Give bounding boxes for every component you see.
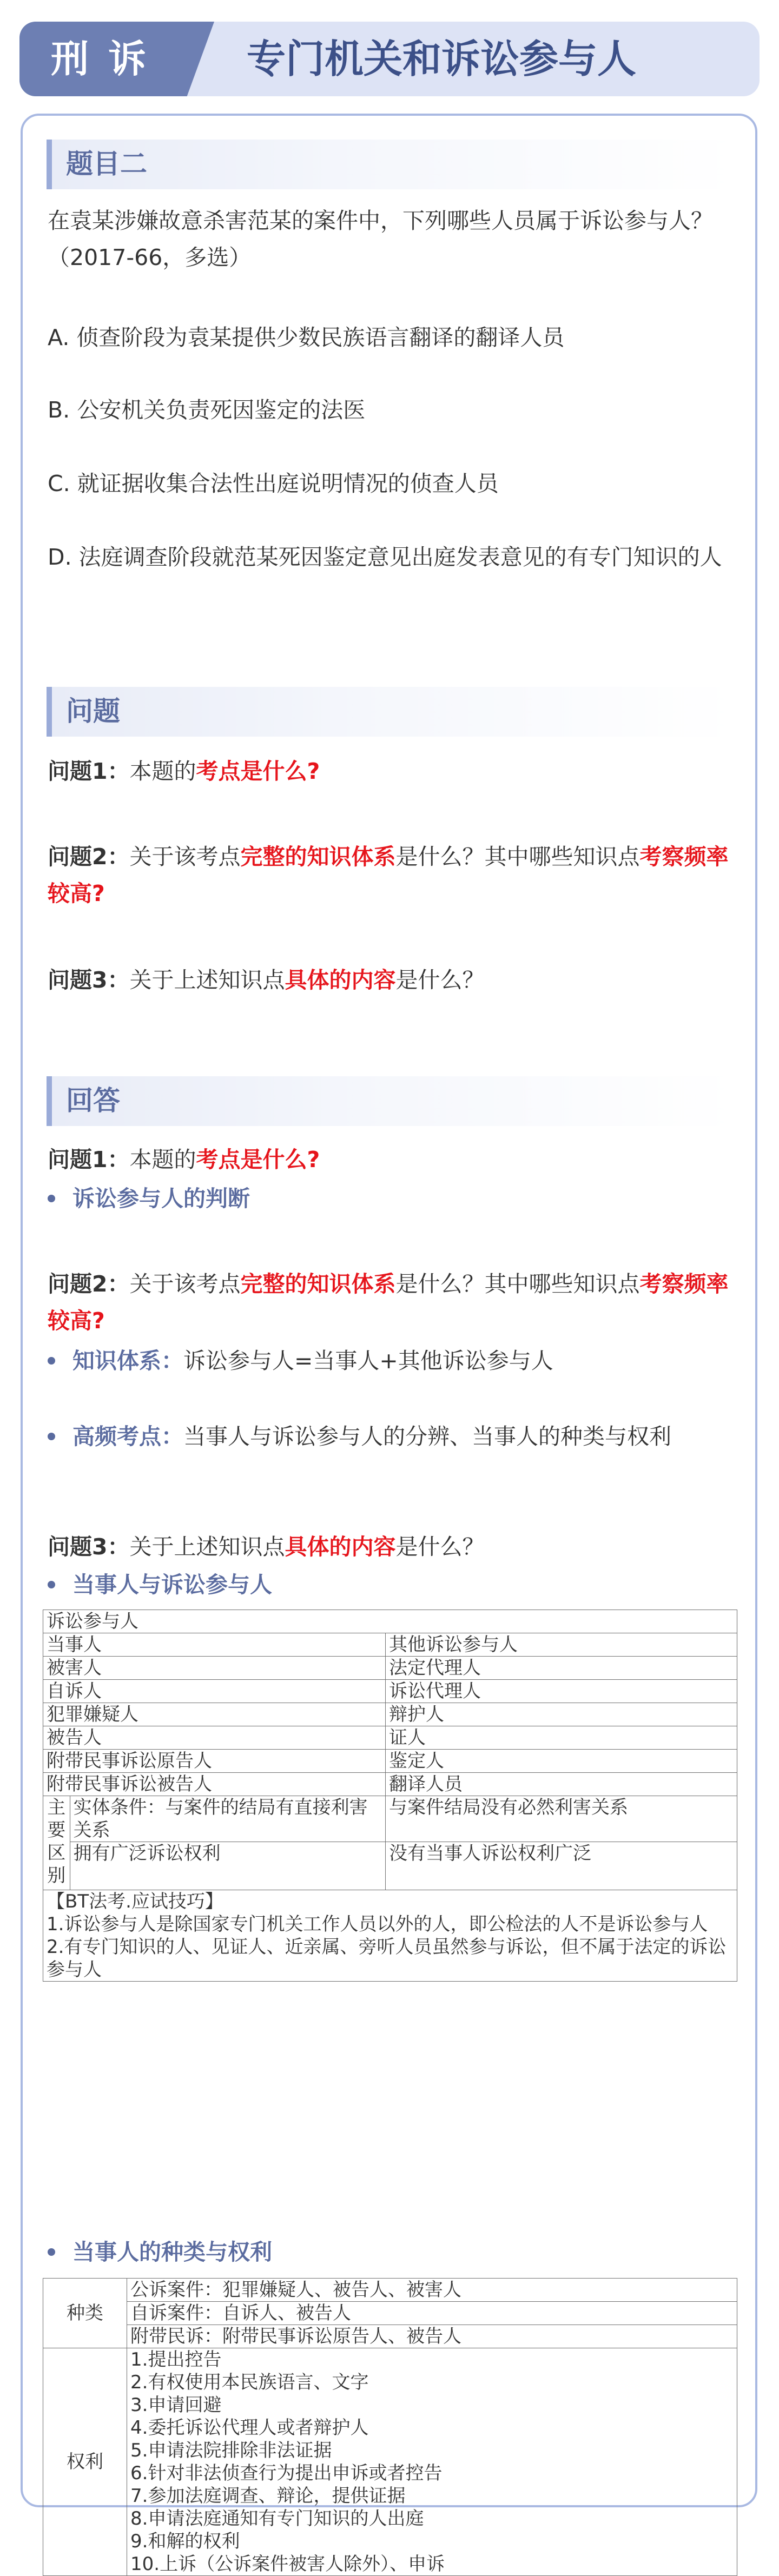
bullet-key: 高频考点： xyxy=(72,1423,183,1449)
issue-text: 关于该考点 xyxy=(129,844,241,870)
table-row xyxy=(43,1633,737,1657)
bullet-dot xyxy=(48,2248,55,2256)
issue-highlight: 考察频率较高? xyxy=(48,844,729,906)
section-heading-label: 回答 xyxy=(66,1085,120,1116)
participants-table xyxy=(43,1610,737,1982)
table-row xyxy=(43,1796,737,1842)
table-cell: 没有当事人诉讼权利广泛 xyxy=(386,1842,737,1890)
table-row xyxy=(43,2348,737,2576)
table-row xyxy=(43,1680,737,1703)
table-cell: 其他诉讼参与人 xyxy=(386,1633,737,1657)
table-row xyxy=(43,1842,737,1890)
table-cell: 翻译人员 xyxy=(386,1773,737,1796)
table-cell: 法定代理人 xyxy=(386,1657,737,1680)
issue-text: 关于上述知识点 xyxy=(129,967,285,993)
issue-label: 问题3： xyxy=(48,967,130,993)
rights-cell xyxy=(127,2348,737,2576)
table-cell: 与案件结局没有必然利害关系 xyxy=(386,1796,737,1842)
issue-highlight: 完整的知识体系 xyxy=(240,1271,396,1297)
rights-item: 10.上诉（公诉案件被害人除外）、申诉 xyxy=(130,2553,445,2575)
table-row xyxy=(43,1773,737,1796)
section-heading-label: 问题 xyxy=(66,696,120,727)
rights-item: 8.申请法庭通知有专门知识的人出庭 xyxy=(130,2508,424,2529)
bullet-dot xyxy=(48,1581,55,1588)
table-cell: 辩护人 xyxy=(386,1703,737,1726)
header-banner xyxy=(19,22,760,96)
table-row xyxy=(43,1890,737,1982)
rights-item: 6.针对非法侦查行为提出申诉或者控告 xyxy=(130,2462,443,2484)
option-c: C. 就证据收集合法性出庭说明情况的侦查人员 xyxy=(48,471,499,496)
table-cell: 鉴定人 xyxy=(386,1750,737,1773)
answer-bullet-4 xyxy=(48,1566,272,1603)
table-row xyxy=(43,1703,737,1726)
option-b: B. 公安机关负责死因鉴定的法医 xyxy=(48,397,366,423)
table-cell: 自诉人 xyxy=(43,1680,386,1703)
issue-highlight: 考点是什么? xyxy=(196,758,320,784)
option-a: A. 侦查阶段为袁某提供少数民族语言翻译的翻译人员 xyxy=(48,325,565,350)
issue-highlight: 完整的知识体系 xyxy=(240,844,396,870)
issue-text: 本题的 xyxy=(129,1147,196,1173)
bullet-label: 当事人的种类与权利 xyxy=(72,2239,272,2265)
table-row xyxy=(43,2325,737,2348)
bullet-text: 诉讼参与人=当事人+其他诉讼参与人 xyxy=(183,1348,553,1374)
table-cell: 实体条件：与案件的结局有直接利害关系 xyxy=(70,1796,385,1842)
answer-q2 xyxy=(48,1266,740,1339)
rights-item: 1.提出控告 xyxy=(130,2349,222,2370)
party-rights-table xyxy=(43,2278,737,2576)
table-cell: 证人 xyxy=(386,1726,737,1750)
rights-item: 7.参加法庭调查、辩论，提供证据 xyxy=(130,2485,406,2507)
content-card xyxy=(21,114,757,2575)
bullet-text: 当事人与诉讼参与人的分辨、当事人的种类与权利 xyxy=(183,1423,671,1449)
issue-text: 是什么？ xyxy=(395,967,485,993)
table-cell: 当事人 xyxy=(43,1633,386,1657)
answer-q3 xyxy=(48,1528,485,1565)
issue-text: 关于该考点 xyxy=(129,1271,241,1297)
bullet-label: 诉讼参与人的判断 xyxy=(72,1186,250,1211)
table-cell: 诉讼代理人 xyxy=(386,1680,737,1703)
issue-text: 本题的 xyxy=(129,758,196,784)
tips-item: 2.有专门知识的人、见证人、近亲属、旁听人员虽然参与诉讼，但不属于法定的诉讼参与人 xyxy=(47,1936,727,1981)
bullet-dot xyxy=(48,1195,55,1202)
issue-text: 是什么？其中哪些知识点 xyxy=(395,844,640,870)
rights-item: 5.申请法院排除非法证据 xyxy=(130,2440,332,2461)
table-row xyxy=(43,2302,737,2325)
kind-label: 种类 xyxy=(43,2279,127,2348)
rights-item: 2.有权使用本民族语言、文字 xyxy=(130,2372,369,2393)
issue-label: 问题2： xyxy=(48,1271,130,1297)
section-heading-answers xyxy=(47,1076,737,1126)
bullet-label: 当事人与诉讼参与人 xyxy=(72,1572,272,1598)
option-d: D. 法庭调查阶段就范某死因鉴定意见出庭发表意见的有专门知识的人 xyxy=(48,544,722,570)
page-title: 专门机关和诉讼参与人 xyxy=(247,36,637,82)
rights-item: 3.申请回避 xyxy=(130,2394,222,2416)
diff-label: 主要区别 xyxy=(43,1796,70,1890)
tips-title: 【BT法考.应试技巧】 xyxy=(47,1891,223,1912)
bullet-dot xyxy=(48,1357,55,1365)
table-row xyxy=(43,1726,737,1750)
tips-cell xyxy=(43,1890,737,1982)
category-label: 刑诉 xyxy=(51,37,166,81)
section-heading-issues xyxy=(47,687,737,737)
bullet-key: 知识体系： xyxy=(72,1348,183,1374)
table-row xyxy=(43,1657,737,1680)
issue-text: 是什么？其中哪些知识点 xyxy=(395,1271,640,1297)
answer-bullet-5 xyxy=(48,2234,272,2270)
answer-bullet-2 xyxy=(48,1342,553,1379)
table-row xyxy=(43,2279,737,2302)
table-cell: 犯罪嫌疑人 xyxy=(43,1703,386,1726)
tips-item: 1.诉讼参与人是除国家专门机关工作人员以外的人，即公检法的人不是诉讼参与人 xyxy=(47,1913,708,1935)
issue-q3 xyxy=(48,962,485,998)
issue-highlight: 考察频率较高? xyxy=(48,1271,729,1334)
rights-item: 4.委托诉讼代理人或者辩护人 xyxy=(130,2417,369,2439)
table-cell: 自诉案件：自诉人、被告人 xyxy=(127,2302,737,2325)
answer-q1 xyxy=(48,1141,320,1178)
question-stem: 在袁某涉嫌故意杀害范某的案件中，下列哪些人员属于诉讼参与人？（2017-66，多选） xyxy=(48,208,713,270)
section-heading-label: 题目二 xyxy=(66,148,147,180)
table-cell: 公诉案件：犯罪嫌疑人、被告人、被害人 xyxy=(127,2279,737,2302)
rights-item: 9.和解的权利 xyxy=(130,2531,240,2552)
table-row xyxy=(43,1750,737,1773)
issue-label: 问题2： xyxy=(48,844,130,870)
issue-label: 问题3： xyxy=(48,1534,130,1560)
issue-q1 xyxy=(48,753,320,790)
table-cell: 附带民事诉讼原告人 xyxy=(43,1750,386,1773)
issue-label: 问题1： xyxy=(48,1147,130,1173)
rights-label: 权利 xyxy=(43,2348,127,2576)
table-cell: 被告人 xyxy=(43,1726,386,1750)
table-cell: 被害人 xyxy=(43,1657,386,1680)
table-cell: 附带民事诉讼被告人 xyxy=(43,1773,386,1796)
issue-text: 关于上述知识点 xyxy=(129,1534,285,1560)
section-heading-question xyxy=(47,140,737,189)
issue-highlight: 具体的内容 xyxy=(285,967,396,993)
bullet-dot xyxy=(48,1433,55,1440)
issue-label: 问题1： xyxy=(48,758,130,784)
issue-text: 是什么？ xyxy=(395,1534,485,1560)
table-cell: 附带民诉：附带民事诉讼原告人、被告人 xyxy=(127,2325,737,2348)
issue-highlight: 考点是什么? xyxy=(196,1147,320,1173)
issue-highlight: 具体的内容 xyxy=(285,1534,396,1560)
answer-bullet-1 xyxy=(48,1180,250,1217)
table-title: 诉讼参与人 xyxy=(43,1610,737,1633)
table-cell: 拥有广泛诉讼权利 xyxy=(70,1842,385,1890)
answer-bullet-3 xyxy=(48,1418,738,1455)
issue-q2 xyxy=(48,838,740,912)
